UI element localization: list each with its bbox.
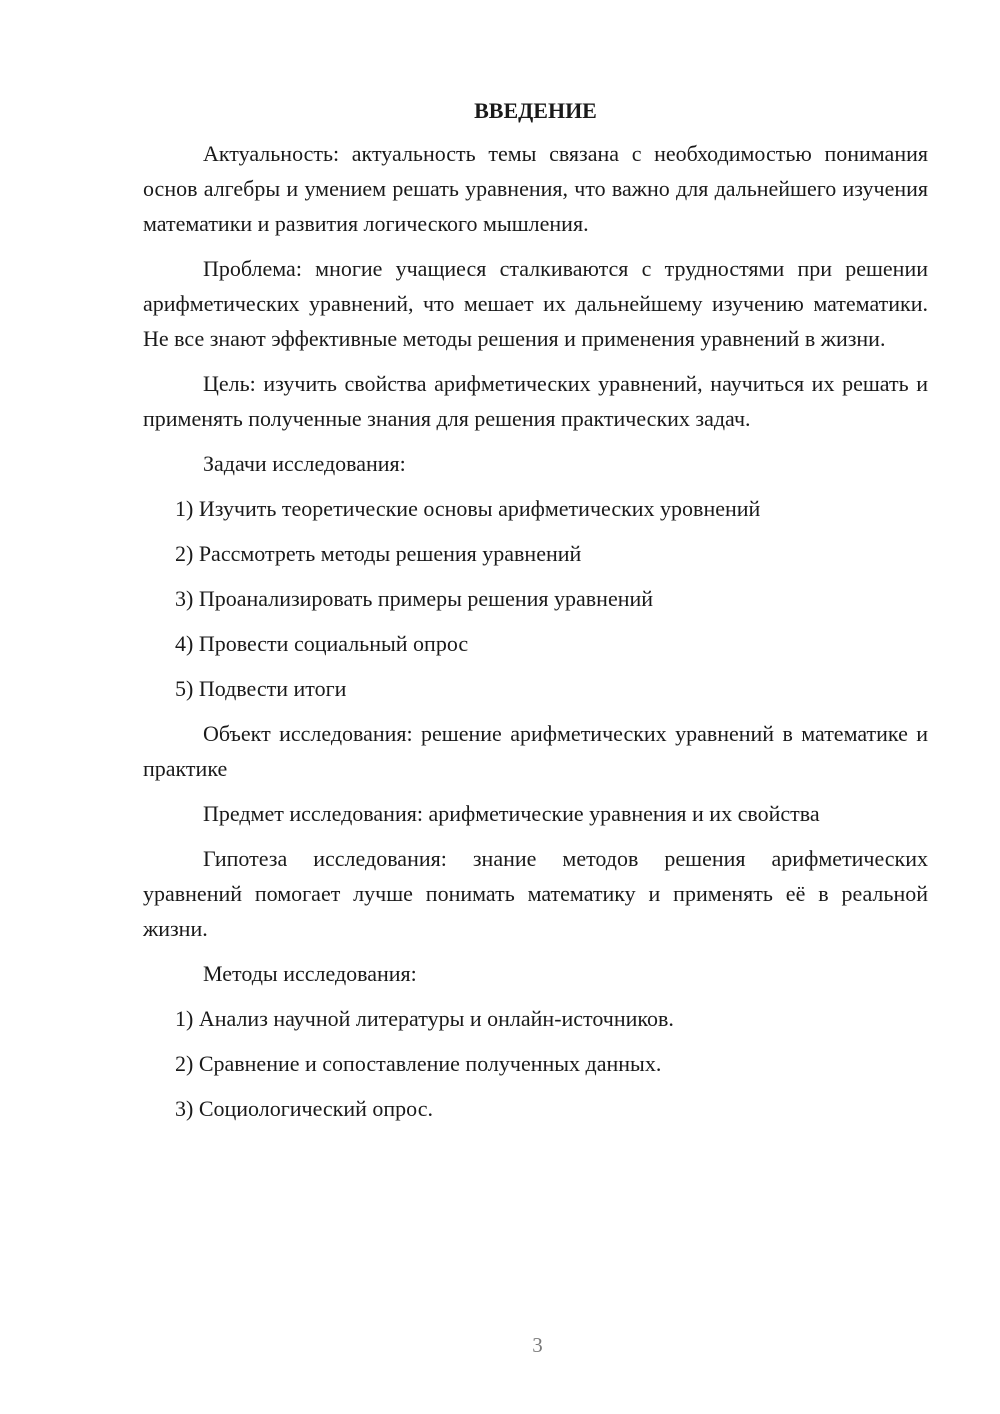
methods-heading: Методы исследования: (203, 961, 417, 986)
problem-paragraph: Проблема: многие учащиеся сталкиваются с трудностями при решении арифметических уравнений, что мешает их дальнейшему изучению математики. Не все знают эффективные методы решения и применения уравнений в жизни. (143, 256, 928, 351)
method-item: 3) Социологический опрос. (175, 1096, 433, 1121)
methods-list (143, 1001, 928, 1126)
subject-paragraph: Предмет исследования: арифметические уравнения и их свойства (203, 801, 820, 826)
task-item: 1) Изучить теоретические основы арифметических уровнений (175, 496, 761, 521)
page-content (143, 96, 928, 1136)
goal-paragraph: Цель: изучить свойства арифметических уравнений, научиться их решать и применять полученные знания для решения практических задач. (143, 371, 928, 431)
tasks-heading: Задачи исследования: (203, 451, 406, 476)
task-item: 3) Проанализировать примеры решения уравнений (175, 586, 654, 611)
relevance-paragraph: Актуальность: актуальность темы связана с необходимостью понимания основ алгебры и умением решать уравнения, что важно для дальнейшего изучения математики и развития логического мышления. (143, 141, 928, 236)
page-number: 3 (532, 1333, 543, 1357)
object-paragraph: Объект исследования: решение арифметических уравнений в математике и практике (143, 721, 928, 781)
method-item: 2) Сравнение и сопоставление полученных данных. (175, 1051, 662, 1076)
section-title: ВВЕДЕНИЕ (474, 98, 597, 123)
tasks-list (143, 491, 928, 706)
task-item: 4) Провести социальный опрос (175, 631, 469, 656)
task-item: 2) Рассмотреть методы решения уравнений (175, 541, 582, 566)
task-item: 5) Подвести итоги (175, 676, 347, 701)
method-item: 1) Анализ научной литературы и онлайн-источников. (175, 1006, 674, 1031)
hypothesis-paragraph: Гипотеза исследования: знание методов решения арифметических уравнений помогает лучше понимать математику и применять её в реальной жизни. (143, 846, 928, 941)
